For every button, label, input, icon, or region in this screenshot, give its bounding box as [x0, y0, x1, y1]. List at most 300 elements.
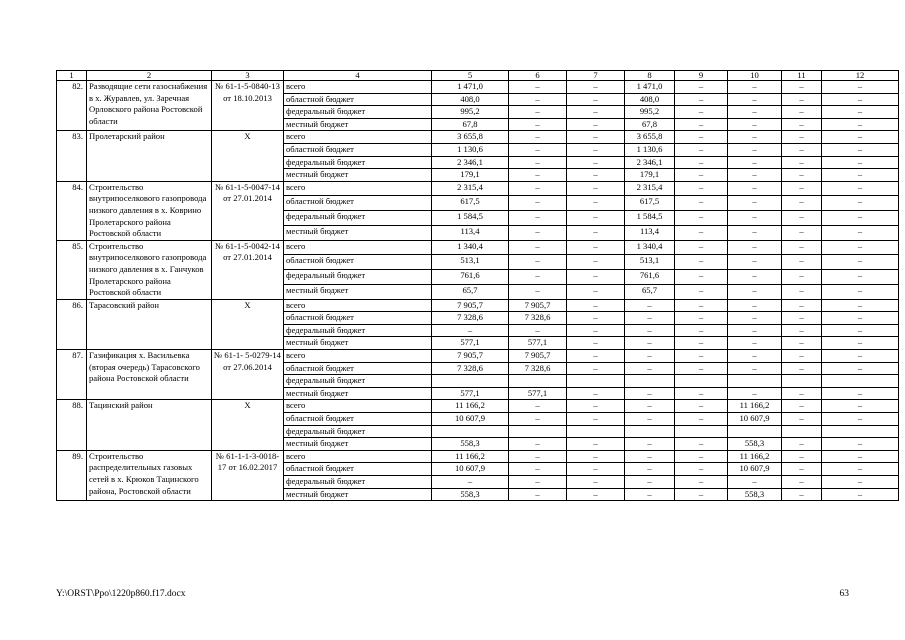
amount-cell: [509, 375, 567, 388]
table-row: [57, 400, 899, 413]
amount-cell: –: [728, 284, 782, 299]
amount-cell: [625, 375, 675, 388]
amount-cell: –: [675, 196, 728, 211]
amount-cell: –: [782, 312, 822, 325]
amount-cell: [432, 375, 509, 388]
column-number-row: [57, 71, 899, 81]
amount-cell: –: [625, 312, 675, 325]
amount-cell: –: [822, 324, 899, 337]
amount-cell: –: [625, 413, 675, 426]
amount-cell: –: [728, 156, 782, 169]
amount-cell: –: [782, 156, 822, 169]
amount-cell: 1 340,4: [625, 240, 675, 255]
amount-cell: –: [728, 270, 782, 285]
amount-cell: –: [567, 476, 625, 489]
amount-cell: –: [728, 255, 782, 270]
amount-cell: –: [567, 240, 625, 255]
column-header: 12: [822, 71, 899, 81]
amount-cell: [822, 425, 899, 438]
financing-table: [56, 70, 899, 501]
column-header: 7: [567, 71, 625, 81]
amount-cell: 761,6: [625, 270, 675, 285]
amount-cell: –: [567, 118, 625, 131]
amount-cell: 10 607,9: [432, 413, 509, 426]
amount-cell: –: [822, 255, 899, 270]
funding-source: всего: [284, 81, 432, 94]
funding-source: местный бюджет: [284, 337, 432, 350]
amount-cell: –: [728, 131, 782, 144]
amount-cell: –: [822, 81, 899, 94]
item-number: 82.: [57, 81, 87, 131]
amount-cell: –: [625, 350, 675, 363]
amount-cell: –: [728, 196, 782, 211]
amount-cell: –: [567, 488, 625, 501]
amount-cell: –: [782, 225, 822, 240]
amount-cell: 577,1: [509, 337, 567, 350]
funding-source: федеральный бюджет: [284, 476, 432, 489]
amount-cell: –: [782, 362, 822, 375]
amount-cell: 7 328,6: [432, 312, 509, 325]
funding-source: всего: [284, 299, 432, 312]
amount-cell: 11 166,2: [728, 400, 782, 413]
amount-cell: –: [567, 299, 625, 312]
amount-cell: –: [782, 255, 822, 270]
amount-cell: 7 905,7: [509, 299, 567, 312]
amount-cell: 10 607,9: [432, 463, 509, 476]
amount-cell: –: [567, 324, 625, 337]
amount-cell: –: [567, 131, 625, 144]
amount-cell: 1 584,5: [625, 211, 675, 226]
amount-cell: –: [509, 240, 567, 255]
funding-source: областной бюджет: [284, 143, 432, 156]
amount-cell: 1 130,6: [432, 143, 509, 156]
amount-cell: –: [567, 143, 625, 156]
amount-cell: –: [675, 118, 728, 131]
amount-cell: [625, 425, 675, 438]
amount-cell: –: [728, 387, 782, 400]
amount-cell: –: [567, 181, 625, 196]
amount-cell: –: [728, 299, 782, 312]
column-header: 11: [782, 71, 822, 81]
amount-cell: 1 584,5: [432, 211, 509, 226]
amount-cell: –: [567, 255, 625, 270]
amount-cell: –: [822, 131, 899, 144]
item-number: 89.: [57, 450, 87, 500]
amount-cell: –: [675, 350, 728, 363]
amount-cell: 513,1: [625, 255, 675, 270]
amount-cell: 7 328,6: [509, 362, 567, 375]
amount-cell: –: [567, 413, 625, 426]
amount-cell: –: [509, 211, 567, 226]
amount-cell: –: [728, 118, 782, 131]
amount-cell: 7 905,7: [432, 350, 509, 363]
amount-cell: –: [625, 324, 675, 337]
amount-cell: –: [509, 400, 567, 413]
amount-cell: –: [675, 387, 728, 400]
amount-cell: –: [625, 299, 675, 312]
amount-cell: 2 346,1: [432, 156, 509, 169]
expertise-document: Х: [212, 400, 284, 450]
amount-cell: –: [625, 337, 675, 350]
amount-cell: –: [782, 143, 822, 156]
item-number: 88.: [57, 400, 87, 450]
amount-cell: –: [509, 438, 567, 451]
object-name: Строительство распределительных газовых сетей в х. Крюков Тацинского района, Ростовской области: [87, 450, 212, 500]
amount-cell: –: [675, 488, 728, 501]
amount-cell: –: [782, 299, 822, 312]
amount-cell: 179,1: [625, 169, 675, 182]
amount-cell: –: [675, 270, 728, 285]
amount-cell: 1 471,0: [432, 81, 509, 94]
amount-cell: 10 607,9: [728, 413, 782, 426]
amount-cell: –: [728, 350, 782, 363]
amount-cell: 513,1: [432, 255, 509, 270]
amount-cell: [567, 375, 625, 388]
object-name: Разводящие сети газоснабжения в х. Журавлев, ул. Заречная Орловского района Ростовской области: [87, 81, 212, 131]
object-name: Строительство внутрипоселкового газопровода низкого давления в х. Коврино Пролетарского района Ростовской области: [87, 181, 212, 240]
amount-cell: 10 607,9: [728, 463, 782, 476]
funding-source: федеральный бюджет: [284, 106, 432, 119]
funding-source: местный бюджет: [284, 169, 432, 182]
funding-source: областной бюджет: [284, 93, 432, 106]
amount-cell: –: [782, 211, 822, 226]
amount-cell: –: [675, 362, 728, 375]
amount-cell: [782, 375, 822, 388]
amount-cell: –: [728, 240, 782, 255]
expertise-document: Х: [212, 131, 284, 181]
amount-cell: –: [822, 118, 899, 131]
amount-cell: –: [625, 362, 675, 375]
amount-cell: –: [728, 324, 782, 337]
amount-cell: 11 166,2: [728, 450, 782, 463]
amount-cell: –: [822, 225, 899, 240]
amount-cell: –: [782, 476, 822, 489]
amount-cell: –: [822, 400, 899, 413]
amount-cell: –: [675, 337, 728, 350]
amount-cell: –: [822, 284, 899, 299]
expertise-document: № 61-1- 5-0279-14 от 27.06.2014: [212, 350, 284, 400]
amount-cell: –: [782, 450, 822, 463]
amount-cell: 113,4: [625, 225, 675, 240]
amount-cell: –: [567, 93, 625, 106]
amount-cell: 67,8: [625, 118, 675, 131]
page-number: 63: [839, 589, 849, 599]
amount-cell: 995,2: [432, 106, 509, 119]
amount-cell: –: [567, 387, 625, 400]
amount-cell: –: [782, 93, 822, 106]
amount-cell: 7 905,7: [509, 350, 567, 363]
amount-cell: –: [675, 93, 728, 106]
amount-cell: –: [509, 488, 567, 501]
amount-cell: –: [567, 156, 625, 169]
amount-cell: –: [567, 312, 625, 325]
amount-cell: –: [822, 93, 899, 106]
amount-cell: –: [782, 413, 822, 426]
funding-source: всего: [284, 181, 432, 196]
amount-cell: –: [782, 387, 822, 400]
amount-cell: –: [822, 463, 899, 476]
funding-source: областной бюджет: [284, 196, 432, 211]
amount-cell: –: [567, 450, 625, 463]
amount-cell: [782, 425, 822, 438]
amount-cell: 1 340,4: [432, 240, 509, 255]
amount-cell: –: [822, 337, 899, 350]
funding-source: федеральный бюджет: [284, 211, 432, 226]
object-name: Тацинский район: [87, 400, 212, 450]
funding-source: всего: [284, 240, 432, 255]
funding-source: местный бюджет: [284, 225, 432, 240]
amount-cell: –: [822, 488, 899, 501]
amount-cell: –: [567, 211, 625, 226]
object-name: Пролетарский район: [87, 131, 212, 181]
amount-cell: –: [675, 225, 728, 240]
amount-cell: –: [509, 284, 567, 299]
expertise-document: Х: [212, 299, 284, 349]
amount-cell: 2 315,4: [625, 181, 675, 196]
amount-cell: –: [675, 169, 728, 182]
amount-cell: 65,7: [432, 284, 509, 299]
amount-cell: [432, 425, 509, 438]
amount-cell: –: [675, 81, 728, 94]
amount-cell: –: [675, 284, 728, 299]
amount-cell: –: [675, 413, 728, 426]
funding-source: всего: [284, 400, 432, 413]
column-header: 6: [509, 71, 567, 81]
amount-cell: –: [509, 118, 567, 131]
amount-cell: –: [822, 143, 899, 156]
amount-cell: [675, 425, 728, 438]
amount-cell: –: [509, 450, 567, 463]
amount-cell: –: [782, 169, 822, 182]
expertise-document: № 61-1-1-3-0018-17 от 16.02.2017: [212, 450, 284, 500]
amount-cell: –: [728, 476, 782, 489]
amount-cell: 408,0: [432, 93, 509, 106]
amount-cell: –: [782, 284, 822, 299]
funding-source: всего: [284, 350, 432, 363]
amount-cell: –: [509, 324, 567, 337]
amount-cell: –: [782, 196, 822, 211]
table-row: [57, 350, 899, 363]
column-header: 5: [432, 71, 509, 81]
amount-cell: –: [567, 400, 625, 413]
amount-cell: 7 905,7: [432, 299, 509, 312]
amount-cell: –: [728, 362, 782, 375]
amount-cell: –: [675, 156, 728, 169]
amount-cell: –: [728, 337, 782, 350]
amount-cell: –: [509, 106, 567, 119]
amount-cell: –: [509, 81, 567, 94]
amount-cell: –: [822, 350, 899, 363]
amount-cell: –: [625, 488, 675, 501]
amount-cell: –: [822, 270, 899, 285]
amount-cell: –: [675, 299, 728, 312]
amount-cell: –: [625, 450, 675, 463]
funding-source: областной бюджет: [284, 413, 432, 426]
table-row: [57, 240, 899, 255]
file-path-footer: Y:\ORST\Ppo\1220p860.f17.docx: [56, 589, 186, 599]
amount-cell: –: [675, 131, 728, 144]
table-row: [57, 181, 899, 196]
amount-cell: –: [822, 211, 899, 226]
amount-cell: –: [509, 463, 567, 476]
amount-cell: 11 166,2: [432, 450, 509, 463]
amount-cell: –: [675, 240, 728, 255]
amount-cell: –: [822, 387, 899, 400]
amount-cell: –: [822, 196, 899, 211]
amount-cell: –: [782, 350, 822, 363]
amount-cell: [509, 425, 567, 438]
amount-cell: –: [822, 413, 899, 426]
amount-cell: –: [625, 438, 675, 451]
amount-cell: –: [728, 225, 782, 240]
funding-source: областной бюджет: [284, 362, 432, 375]
amount-cell: 558,3: [432, 488, 509, 501]
amount-cell: 408,0: [625, 93, 675, 106]
amount-cell: –: [509, 156, 567, 169]
amount-cell: –: [567, 463, 625, 476]
amount-cell: –: [675, 463, 728, 476]
amount-cell: 3 655,8: [625, 131, 675, 144]
amount-cell: –: [675, 438, 728, 451]
column-header: 3: [212, 71, 284, 81]
expertise-document: № 61-1-5-0840-13 от 18.10.2013: [212, 81, 284, 131]
amount-cell: –: [509, 413, 567, 426]
amount-cell: –: [675, 450, 728, 463]
amount-cell: –: [675, 181, 728, 196]
funding-source: федеральный бюджет: [284, 324, 432, 337]
amount-cell: –: [625, 476, 675, 489]
funding-source: федеральный бюджет: [284, 375, 432, 388]
amount-cell: –: [822, 438, 899, 451]
amount-cell: –: [728, 312, 782, 325]
amount-cell: –: [567, 81, 625, 94]
amount-cell: [675, 375, 728, 388]
amount-cell: –: [782, 463, 822, 476]
amount-cell: –: [728, 181, 782, 196]
table-row: [57, 81, 899, 94]
amount-cell: 7 328,6: [509, 312, 567, 325]
object-name: Газификация х. Васильевка (вторая очередь) Тарасовского района Ростовской области: [87, 350, 212, 400]
amount-cell: –: [567, 438, 625, 451]
funding-source: местный бюджет: [284, 118, 432, 131]
amount-cell: –: [675, 143, 728, 156]
amount-cell: –: [567, 169, 625, 182]
amount-cell: –: [625, 463, 675, 476]
amount-cell: –: [675, 400, 728, 413]
amount-cell: –: [782, 118, 822, 131]
amount-cell: –: [509, 131, 567, 144]
funding-source: областной бюджет: [284, 255, 432, 270]
amount-cell: [822, 375, 899, 388]
amount-cell: 2 315,4: [432, 181, 509, 196]
amount-cell: –: [822, 476, 899, 489]
amount-cell: 11 166,2: [432, 400, 509, 413]
amount-cell: –: [432, 324, 509, 337]
amount-cell: 113,4: [432, 225, 509, 240]
amount-cell: –: [509, 270, 567, 285]
amount-cell: –: [782, 438, 822, 451]
amount-cell: –: [509, 476, 567, 489]
amount-cell: 3 655,8: [432, 131, 509, 144]
amount-cell: –: [625, 387, 675, 400]
amount-cell: 1 130,6: [625, 143, 675, 156]
funding-source: федеральный бюджет: [284, 156, 432, 169]
amount-cell: 1 471,0: [625, 81, 675, 94]
amount-cell: –: [822, 156, 899, 169]
amount-cell: –: [567, 337, 625, 350]
amount-cell: 577,1: [509, 387, 567, 400]
amount-cell: –: [728, 81, 782, 94]
amount-cell: –: [822, 362, 899, 375]
amount-cell: –: [822, 312, 899, 325]
amount-cell: 558,3: [432, 438, 509, 451]
amount-cell: 7 328,6: [432, 362, 509, 375]
amount-cell: –: [509, 93, 567, 106]
item-number: 86.: [57, 299, 87, 349]
amount-cell: –: [625, 400, 675, 413]
amount-cell: 617,5: [432, 196, 509, 211]
object-name: Тарасовский район: [87, 299, 212, 349]
amount-cell: –: [822, 106, 899, 119]
amount-cell: –: [728, 169, 782, 182]
funding-source: областной бюджет: [284, 463, 432, 476]
column-header: 1: [57, 71, 87, 81]
expertise-document: № 61-1-5-0047-14 от 27.01.2014: [212, 181, 284, 240]
amount-cell: –: [567, 350, 625, 363]
column-header: 2: [87, 71, 212, 81]
amount-cell: –: [567, 270, 625, 285]
amount-cell: –: [675, 211, 728, 226]
amount-cell: [728, 375, 782, 388]
amount-cell: –: [567, 196, 625, 211]
amount-cell: –: [728, 106, 782, 119]
funding-source: местный бюджет: [284, 387, 432, 400]
amount-cell: –: [782, 337, 822, 350]
amount-cell: 2 346,1: [625, 156, 675, 169]
amount-cell: –: [432, 476, 509, 489]
table-row: [57, 299, 899, 312]
amount-cell: 577,1: [432, 387, 509, 400]
amount-cell: 558,3: [728, 488, 782, 501]
column-header: 4: [284, 71, 432, 81]
amount-cell: –: [509, 225, 567, 240]
amount-cell: –: [509, 181, 567, 196]
amount-cell: [567, 425, 625, 438]
amount-cell: –: [782, 131, 822, 144]
amount-cell: –: [509, 143, 567, 156]
amount-cell: –: [728, 143, 782, 156]
item-number: 83.: [57, 131, 87, 181]
amount-cell: 67,8: [432, 118, 509, 131]
amount-cell: –: [782, 400, 822, 413]
amount-cell: 179,1: [432, 169, 509, 182]
amount-cell: –: [782, 240, 822, 255]
funding-source: областной бюджет: [284, 312, 432, 325]
amount-cell: –: [509, 169, 567, 182]
item-number: 84.: [57, 181, 87, 240]
table-row: [57, 131, 899, 144]
amount-cell: [728, 425, 782, 438]
amount-cell: –: [675, 255, 728, 270]
item-number: 87.: [57, 350, 87, 400]
amount-cell: –: [567, 362, 625, 375]
amount-cell: –: [822, 240, 899, 255]
amount-cell: 577,1: [432, 337, 509, 350]
item-number: 85.: [57, 240, 87, 299]
funding-source: всего: [284, 450, 432, 463]
amount-cell: –: [675, 312, 728, 325]
amount-cell: –: [509, 255, 567, 270]
